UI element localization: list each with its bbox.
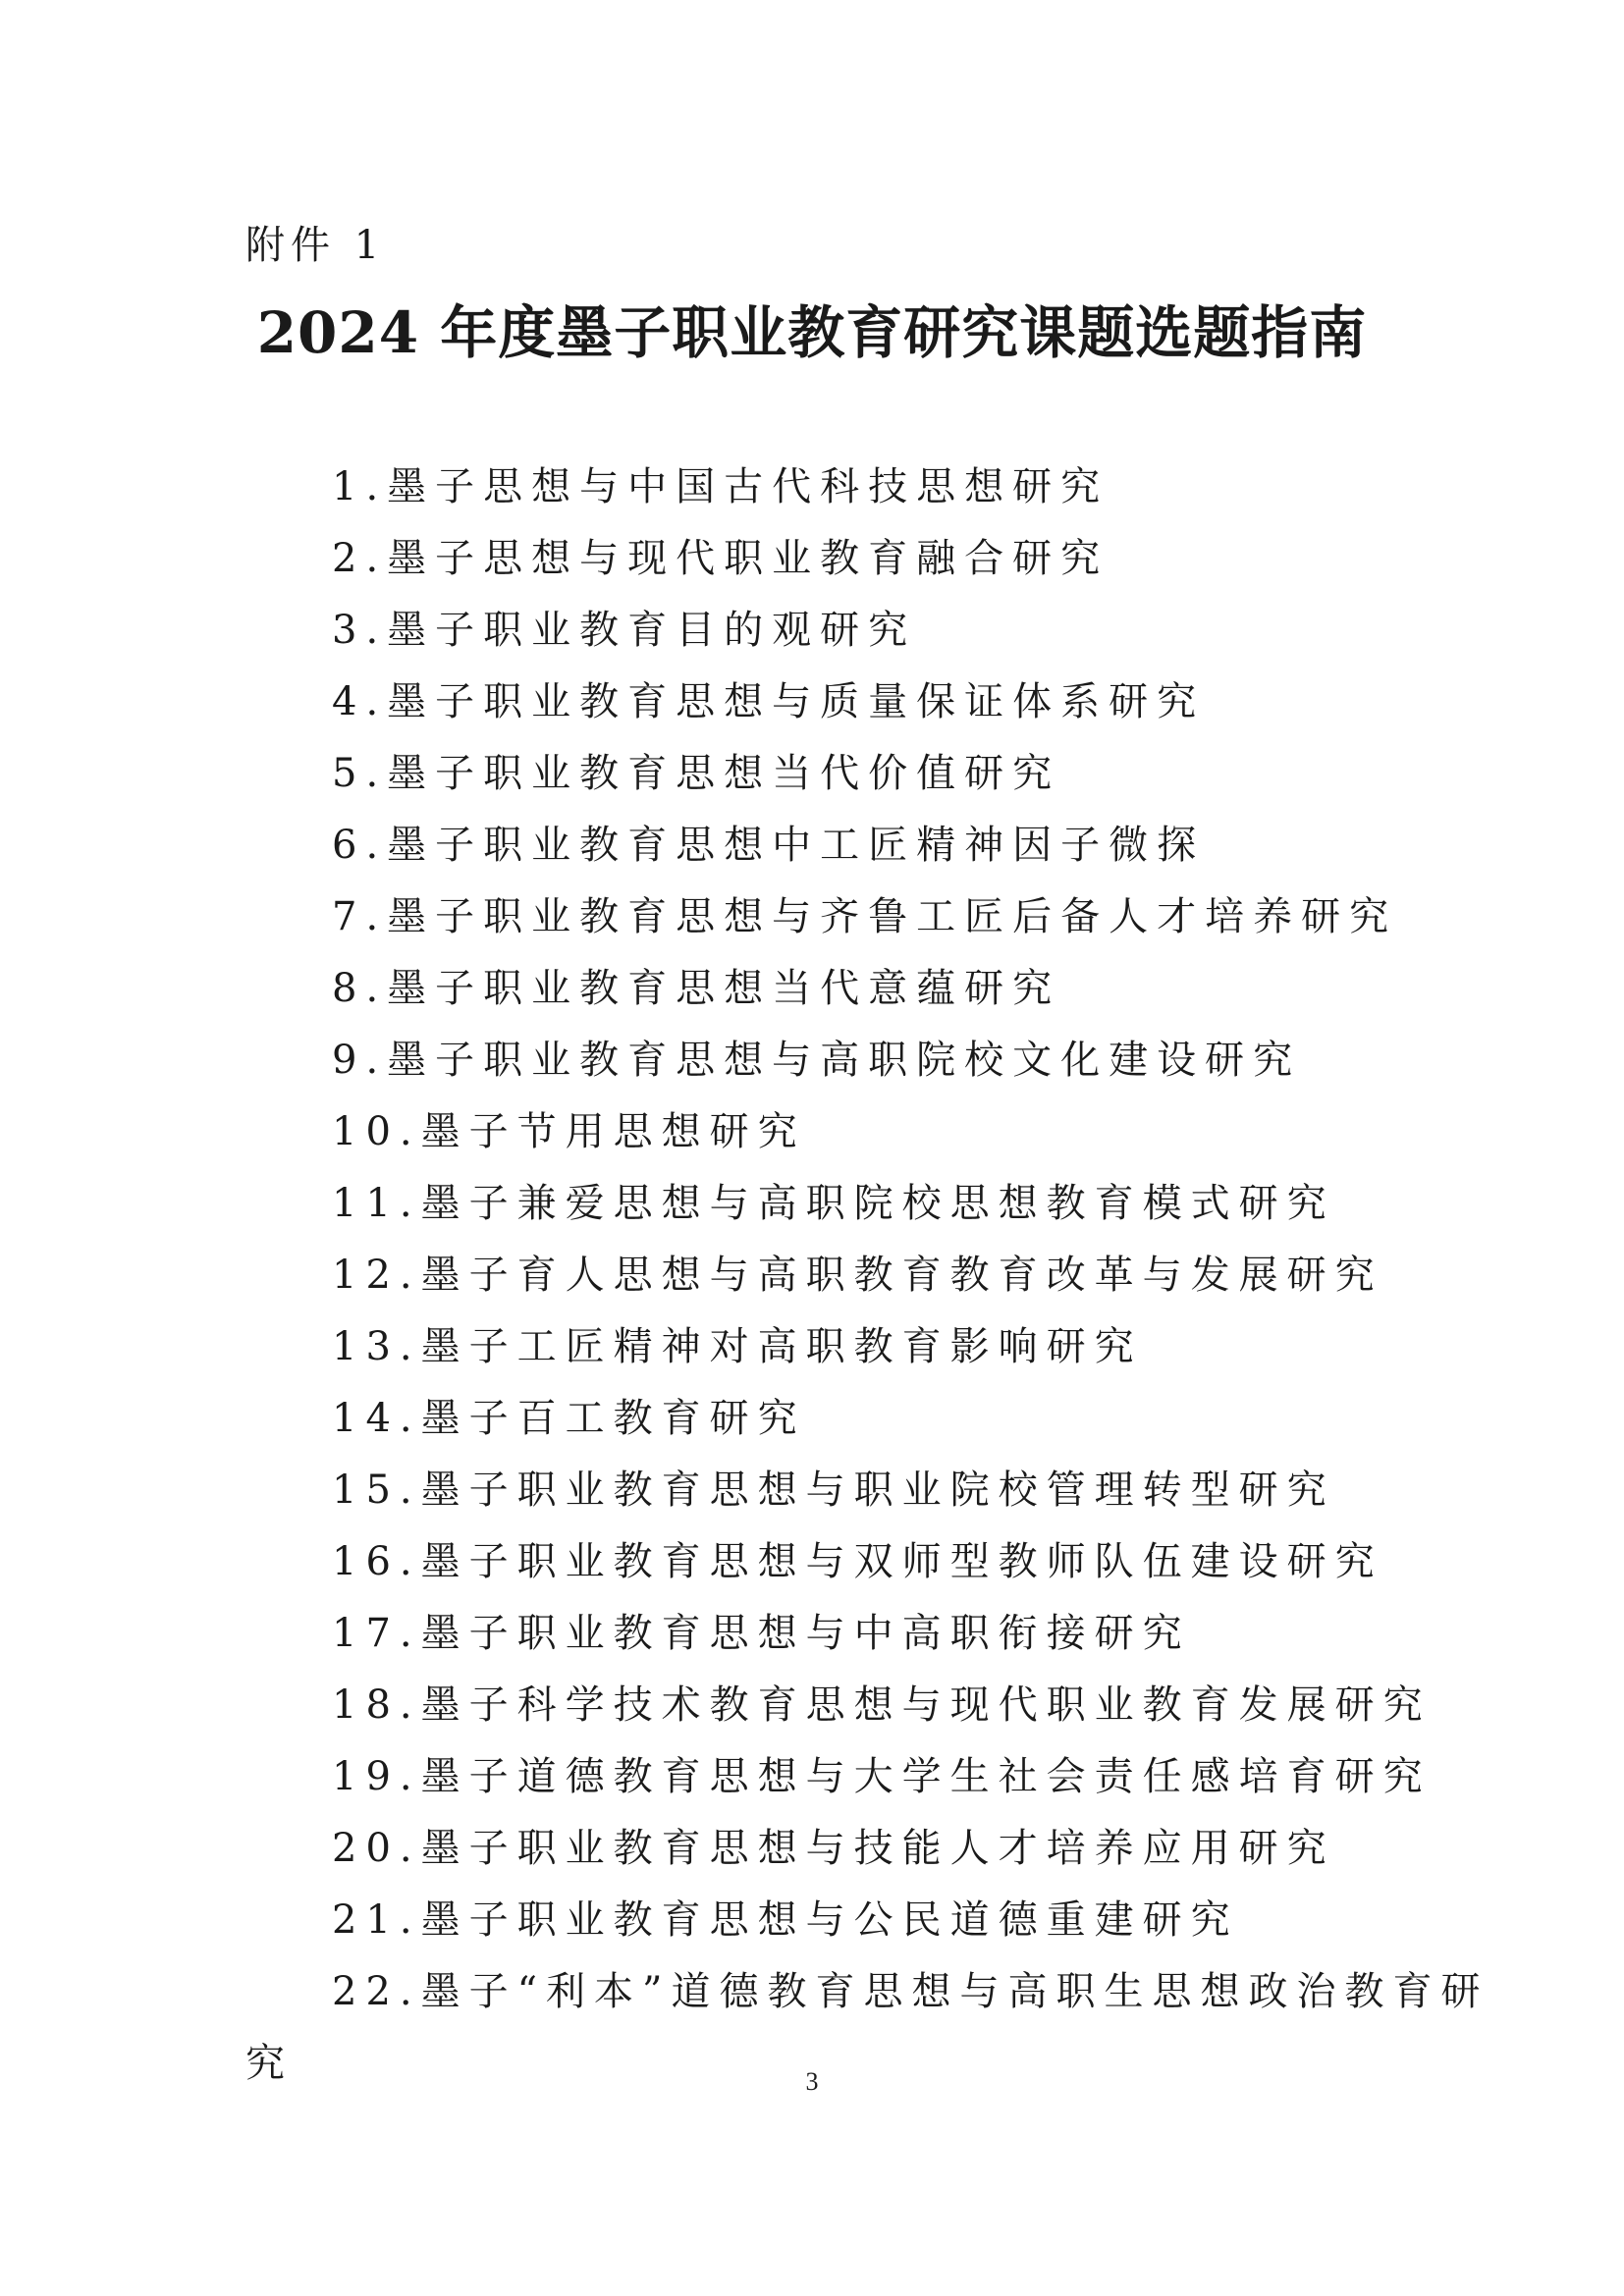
- topic-item: 10.墨子节用思想研究: [332, 1109, 806, 1154]
- topic-item: 2.墨子思想与现代职业教育融合研究: [332, 536, 1110, 581]
- topic-item: 16.墨子职业教育思想与双师型教师队伍建设研究: [332, 1539, 1383, 1584]
- topic-item: 19.墨子道德教育思想与大学生社会责任感培育研究: [332, 1754, 1432, 1799]
- topic-item: 18.墨子科学技术教育思想与现代职业教育发展研究: [332, 1682, 1432, 1728]
- topic-item: 3.墨子职业教育目的观研究: [332, 608, 917, 653]
- topic-item: 1.墨子思想与中国古代科技思想研究: [332, 464, 1110, 509]
- topic-item: 13.墨子工匠精神对高职教育影响研究: [332, 1324, 1143, 1369]
- topic-item: 4.墨子职业教育思想与质量保证体系研究: [332, 679, 1206, 724]
- topic-item-22-line-2: 究: [245, 2041, 294, 2086]
- topic-list: [0, 452, 1624, 2100]
- topic-item: 7.墨子职业教育思想与齐鲁工匠后备人才培养研究: [332, 894, 1398, 939]
- topic-item: 15.墨子职业教育思想与职业院校管理转型研究: [332, 1468, 1335, 1513]
- topic-item: 9.墨子职业教育思想与高职院校文化建设研究: [332, 1038, 1302, 1083]
- topic-item: 6.墨子职业教育思想中工匠精神因子微探: [332, 823, 1206, 868]
- attachment-label: 附件 1: [245, 223, 386, 268]
- topic-item: 17.墨子职业教育思想与中高职衔接研究: [332, 1611, 1191, 1656]
- document-title: 2024 年度墨子职业教育研究课题选题指南: [256, 299, 1368, 366]
- topic-item: 20.墨子职业教育思想与技能人才培养应用研究: [332, 1826, 1335, 1871]
- topic-item: 11.墨子兼爱思想与高职院校思想教育模式研究: [332, 1181, 1335, 1226]
- topic-item: 21.墨子职业教育思想与公民道德重建研究: [332, 1897, 1239, 1943]
- topic-item: 12.墨子育人思想与高职教育教育改革与发展研究: [332, 1253, 1383, 1298]
- topic-item-22-line-1: 22.墨子“利本”道德教育思想与高职生思想政治教育研: [332, 1969, 1489, 2014]
- topic-item: 8.墨子职业教育思想当代意蕴研究: [332, 966, 1061, 1011]
- topic-item: 14.墨子百工教育研究: [332, 1396, 806, 1441]
- page-number: 3: [805, 2067, 819, 2096]
- topic-item: 5.墨子职业教育思想当代价值研究: [332, 751, 1061, 796]
